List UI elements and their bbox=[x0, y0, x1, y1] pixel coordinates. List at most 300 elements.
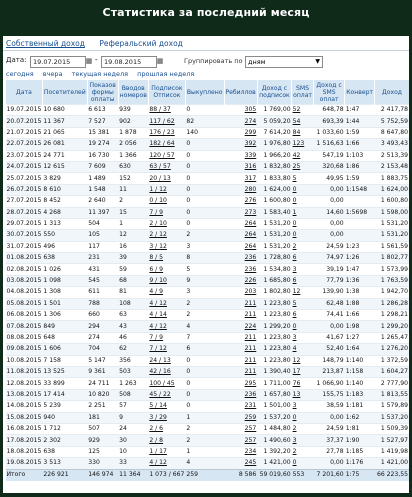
date-to-input[interactable]: 19.08.2015 bbox=[101, 56, 157, 68]
cell-subscriptions[interactable]: 4 / 12 bbox=[148, 458, 185, 469]
cell-sms-income: 0,00 bbox=[313, 184, 344, 195]
cell-subscriptions[interactable]: 1 / 12 bbox=[148, 184, 185, 195]
cell-conversion: 1:88 bbox=[345, 298, 375, 309]
cell-sms-payments[interactable]: 17 bbox=[292, 366, 314, 377]
cell-subscriptions[interactable]: 7 / 12 bbox=[148, 344, 185, 355]
table-row bbox=[6, 366, 410, 377]
cell-rebills[interactable]: 295 bbox=[224, 378, 257, 389]
cell-conversion: 1:23 bbox=[345, 241, 375, 252]
table-row bbox=[6, 264, 410, 275]
cell-subscriptions[interactable]: 117 / 62 bbox=[148, 116, 185, 127]
total-payment-forms: 146 974 bbox=[87, 469, 118, 481]
table-row bbox=[6, 230, 410, 241]
cell-subscriptions[interactable]: 20 / 13 bbox=[148, 173, 185, 184]
cell-subscription-income: 1 534,80 bbox=[257, 264, 291, 275]
cell-rebills[interactable]: 264 bbox=[224, 230, 257, 241]
col-sms-payments-header[interactable]: SMS оплат bbox=[292, 80, 314, 105]
cell-visitors: 1 098 bbox=[42, 275, 87, 286]
cell-visitors: 13 525 bbox=[42, 366, 87, 377]
cell-number-inputs: 10 bbox=[118, 446, 148, 457]
cell-sms-income: 24,59 bbox=[313, 241, 344, 252]
cell-payment-forms: 105 bbox=[87, 230, 118, 241]
cell-income: 1 419,98 bbox=[375, 446, 410, 457]
cell-rebills[interactable]: 211 bbox=[224, 366, 257, 377]
table-row bbox=[6, 116, 410, 127]
cell-visitors: 24 771 bbox=[42, 150, 87, 161]
cell-sms-payments[interactable]: 0 bbox=[292, 412, 314, 423]
cell-number-inputs: 33 bbox=[118, 458, 148, 469]
cell-sms-payments[interactable]: 6 bbox=[292, 275, 314, 286]
cell-sms-payments[interactable]: 1 bbox=[292, 207, 314, 218]
cell-rebills[interactable]: 316 bbox=[224, 161, 257, 172]
cell-rebills[interactable]: 211 bbox=[224, 344, 257, 355]
cell-rebills[interactable]: 264 bbox=[224, 241, 257, 252]
table-row bbox=[6, 435, 410, 446]
cell-redeemed: 1 bbox=[185, 412, 224, 423]
cell-rebills[interactable]: 273 bbox=[224, 207, 257, 218]
cell-payment-forms: 11 397 bbox=[87, 207, 118, 218]
cell-rebills[interactable]: 259 bbox=[224, 412, 257, 423]
cell-redeemed: 0 bbox=[185, 105, 224, 116]
cell-redeemed: 0 bbox=[185, 218, 224, 229]
cell-conversion bbox=[345, 218, 375, 229]
cell-subscription-income: 1 802,80 bbox=[257, 287, 291, 298]
cell-subscriptions[interactable]: 7 / 9 bbox=[148, 332, 185, 343]
cell-number-inputs: 503 bbox=[118, 366, 148, 377]
cell-visitors: 26 081 bbox=[42, 139, 87, 150]
cell-redeemed: 0 bbox=[185, 150, 224, 161]
cell-sms-payments[interactable]: 52 bbox=[292, 105, 314, 116]
cell-subscriptions[interactable]: 2 / 8 bbox=[148, 435, 185, 446]
cell-sms-income: 52,40 bbox=[313, 344, 344, 355]
cell-subscription-income: 1 769,00 bbox=[257, 105, 291, 116]
cell-subscriptions[interactable]: 6 / 9 bbox=[148, 264, 185, 275]
cell-rebills[interactable]: 226 bbox=[224, 275, 257, 286]
quick-link-yesterday[interactable]: вчера bbox=[42, 70, 63, 78]
cell-redeemed: 1 bbox=[185, 446, 224, 457]
cell-subscription-income: 1 223,80 bbox=[257, 332, 291, 343]
cell-income: 1 598,00 bbox=[375, 207, 410, 218]
col-rebills-header[interactable]: Ребиллов bbox=[224, 80, 257, 105]
cell-sms-income: 27,78 bbox=[313, 446, 344, 457]
table-row bbox=[6, 218, 410, 229]
cell-rebills[interactable]: 280 bbox=[224, 184, 257, 195]
col-visitors-header[interactable]: Посетителей bbox=[42, 80, 87, 105]
cell-income: 1 883,75 bbox=[375, 173, 410, 184]
cell-conversion: 1:158 bbox=[345, 366, 375, 377]
cell-sms-payments[interactable]: 12 bbox=[292, 355, 314, 366]
table-row bbox=[6, 446, 410, 457]
cell-subscriptions[interactable]: 2 / 6 bbox=[148, 423, 185, 434]
cell-sms-income: 648,78 bbox=[313, 105, 344, 116]
cell-visitors: 648 bbox=[42, 332, 87, 343]
cell-visitors: 2 302 bbox=[42, 435, 87, 446]
cell-sms-income: 39,19 bbox=[313, 264, 344, 275]
cell-subscription-income: 1 832,80 bbox=[257, 161, 291, 172]
cell-sms-income: 49,95 bbox=[313, 173, 344, 184]
table-row bbox=[6, 401, 410, 412]
cell-rebills[interactable]: 257 bbox=[224, 435, 257, 446]
table-row bbox=[6, 321, 410, 332]
col-redeemed-header[interactable]: Выкуплено bbox=[185, 80, 224, 105]
cell-sms-income: 0,00 bbox=[313, 321, 344, 332]
cell-rebills[interactable]: 305 bbox=[224, 105, 257, 116]
cell-sms-payments[interactable]: 0 bbox=[292, 458, 314, 469]
col-income-header[interactable]: Доход bbox=[375, 80, 410, 105]
cell-number-inputs: 39 bbox=[118, 253, 148, 264]
cell-date: 20.07.2015 bbox=[6, 116, 43, 127]
table-row bbox=[6, 458, 410, 469]
cell-payment-forms: 7 527 bbox=[87, 116, 118, 127]
cell-subscriptions[interactable]: 3 / 12 bbox=[148, 241, 185, 252]
cell-income: 1 527,97 bbox=[375, 435, 410, 446]
cell-sms-payments[interactable]: 2 bbox=[292, 241, 314, 252]
quick-link-last-week[interactable]: прошлая неделя bbox=[137, 70, 195, 78]
cell-sms-payments[interactable]: 12 bbox=[292, 287, 314, 298]
cell-sms-income: 74,97 bbox=[313, 253, 344, 264]
cell-date: 23.07.2015 bbox=[6, 150, 43, 161]
cell-sms-payments[interactable]: 2 bbox=[292, 446, 314, 457]
cell-sms-income: 1 516,63 bbox=[313, 139, 344, 150]
cell-rebills[interactable]: 264 bbox=[224, 218, 257, 229]
cell-rebills[interactable]: 211 bbox=[224, 355, 257, 366]
cell-subscription-income: 1 728,80 bbox=[257, 253, 291, 264]
cell-subscription-income: 1 390,40 bbox=[257, 366, 291, 377]
table-row bbox=[6, 344, 410, 355]
cell-conversion: 1:140 bbox=[345, 355, 375, 366]
cell-sms-payments[interactable]: 4 bbox=[292, 344, 314, 355]
cell-sms-payments[interactable]: 42 bbox=[292, 150, 314, 161]
cell-rebills[interactable]: 317 bbox=[224, 173, 257, 184]
cell-sms-income: 148,79 bbox=[313, 355, 344, 366]
cell-subscriptions[interactable]: 1 / 17 bbox=[148, 446, 185, 457]
cell-date: 01.08.2015 bbox=[6, 253, 43, 264]
cell-income: 1 299,20 bbox=[375, 321, 410, 332]
cell-subscriptions[interactable]: 2 / 12 bbox=[148, 230, 185, 241]
cell-number-inputs: 46 bbox=[118, 332, 148, 343]
cell-payment-forms: 5 147 bbox=[87, 355, 118, 366]
cell-sms-income: 0,00 bbox=[313, 230, 344, 241]
cell-redeemed: 140 bbox=[185, 127, 224, 138]
cell-subscriptions[interactable]: 5 / 14 bbox=[148, 401, 185, 412]
total-visitors: 226 921 bbox=[42, 469, 87, 481]
cell-redeemed: 0 bbox=[185, 355, 224, 366]
table-row bbox=[6, 150, 410, 161]
cell-visitors: 1 501 bbox=[42, 298, 87, 309]
tab-referral-income[interactable]: Реферальский доход bbox=[99, 39, 183, 48]
cell-conversion: 1:59 bbox=[345, 173, 375, 184]
cell-sms-payments[interactable]: 84 bbox=[292, 127, 314, 138]
total-income: 66 223,55 bbox=[375, 469, 410, 481]
cell-payment-forms: 15 381 bbox=[87, 127, 118, 138]
total-redeemed: 259 bbox=[185, 469, 224, 481]
cell-conversion: 1:86 bbox=[345, 161, 375, 172]
cell-subscriptions[interactable]: 120 / 57 bbox=[148, 150, 185, 161]
cell-sms-payments[interactable]: 3 bbox=[292, 401, 314, 412]
cell-date: 10.08.2015 bbox=[6, 355, 43, 366]
cell-sms-payments[interactable]: 3 bbox=[292, 264, 314, 275]
cell-visitors: 496 bbox=[42, 241, 87, 252]
cell-subscriptions[interactable]: 4 / 12 bbox=[148, 298, 185, 309]
col-date-header[interactable]: Дата bbox=[6, 80, 43, 105]
cell-redeemed: 0 bbox=[185, 184, 224, 195]
cell-subscriptions[interactable]: 63 / 57 bbox=[148, 161, 185, 172]
cell-date: 21.07.2015 bbox=[6, 127, 43, 138]
cell-conversion: 1:44 bbox=[345, 116, 375, 127]
cell-subscriptions[interactable]: 24 / 13 bbox=[148, 355, 185, 366]
cell-rebills[interactable]: 392 bbox=[224, 139, 257, 150]
cell-rebills[interactable]: 257 bbox=[224, 423, 257, 434]
cell-sms-payments[interactable]: 2 bbox=[292, 423, 314, 434]
cell-number-inputs: 12 bbox=[118, 230, 148, 241]
cell-conversion: 1:5698 bbox=[345, 207, 375, 218]
cell-sms-payments[interactable]: 13 bbox=[292, 389, 314, 400]
cell-income: 1 600,80 bbox=[375, 196, 410, 207]
col-subscriptions-header[interactable]: Подписок Отписок bbox=[148, 80, 185, 105]
cell-date: 05.08.2015 bbox=[6, 298, 43, 309]
cell-date: 24.07.2015 bbox=[6, 161, 43, 172]
cell-sms-payments[interactable]: 0 bbox=[292, 321, 314, 332]
cell-subscription-income: 1 531,20 bbox=[257, 218, 291, 229]
col-number-inputs-header[interactable]: Вводов номеров bbox=[118, 80, 148, 105]
cell-visitors: 33 899 bbox=[42, 378, 87, 389]
cell-redeemed: 0 bbox=[185, 366, 224, 377]
cell-rebills[interactable]: 276 bbox=[224, 196, 257, 207]
cell-conversion: 1:66 bbox=[345, 310, 375, 321]
table-row bbox=[6, 207, 410, 218]
cell-date: 15.08.2015 bbox=[6, 412, 43, 423]
cell-sms-payments[interactable]: 0 bbox=[292, 230, 314, 241]
group-by-select[interactable] bbox=[245, 56, 323, 68]
cell-subscriptions[interactable]: 7 / 9 bbox=[148, 207, 185, 218]
col-conversion-header[interactable]: Конверт bbox=[345, 80, 375, 105]
cell-income: 1 802,77 bbox=[375, 253, 410, 264]
cell-visitors: 12 615 bbox=[42, 161, 87, 172]
cell-rebills[interactable]: 211 bbox=[224, 332, 257, 343]
cell-visitors: 4 268 bbox=[42, 207, 87, 218]
cell-subscriptions[interactable]: 4 / 12 bbox=[148, 321, 185, 332]
cell-date: 11.08.2015 bbox=[6, 366, 43, 377]
cell-conversion: 1:47 bbox=[345, 264, 375, 275]
cell-subscriptions[interactable]: 3 / 29 bbox=[148, 412, 185, 423]
cell-number-inputs: 11 bbox=[118, 184, 148, 195]
cell-rebills[interactable]: 203 bbox=[224, 287, 257, 298]
date-from-input[interactable]: 19.07.2015 bbox=[30, 56, 86, 68]
table-row bbox=[6, 253, 410, 264]
cell-income: 2 777,90 bbox=[375, 378, 410, 389]
table-row bbox=[6, 310, 410, 321]
table-row bbox=[6, 161, 410, 172]
cell-subscriptions[interactable]: 4 / 9 bbox=[148, 287, 185, 298]
table-row bbox=[6, 423, 410, 434]
table-row bbox=[6, 287, 410, 298]
calendar-icon[interactable]: ▦ bbox=[156, 57, 164, 65]
cell-redeemed: 0 bbox=[185, 389, 224, 400]
cell-subscriptions[interactable]: 182 / 64 bbox=[148, 139, 185, 150]
cell-subscriptions[interactable]: 4 / 14 bbox=[148, 310, 185, 321]
cell-sms-payments[interactable]: 3 bbox=[292, 435, 314, 446]
cell-conversion: 1:59 bbox=[345, 127, 375, 138]
cell-sms-income: 62,48 bbox=[313, 298, 344, 309]
quick-link-this-week[interactable]: текущая неделя bbox=[71, 70, 129, 78]
cell-sms-income: 320,68 bbox=[313, 161, 344, 172]
cell-rebills[interactable]: 339 bbox=[224, 150, 257, 161]
cell-date: 26.07.2015 bbox=[6, 184, 43, 195]
cell-redeemed: 2 bbox=[185, 310, 224, 321]
cell-sms-payments[interactable]: 5 bbox=[292, 173, 314, 184]
cell-sms-payments[interactable]: 54 bbox=[292, 116, 314, 127]
cell-sms-payments[interactable]: 123 bbox=[292, 139, 314, 150]
cell-subscriptions[interactable]: 176 / 23 bbox=[148, 127, 185, 138]
cell-sms-payments[interactable]: 0 bbox=[292, 218, 314, 229]
date-label: Дата: bbox=[6, 56, 27, 64]
cell-subscription-income: 1 711,00 bbox=[257, 378, 291, 389]
cell-number-inputs: 1 263 bbox=[118, 378, 148, 389]
cell-rebills[interactable]: 211 bbox=[224, 298, 257, 309]
cell-payment-forms: 929 bbox=[87, 435, 118, 446]
col-sms-income-header[interactable]: Доход с SMS оплат bbox=[313, 80, 344, 105]
cell-date: 09.08.2015 bbox=[6, 344, 43, 355]
col-payment-forms-header[interactable]: Показов формы оплаты bbox=[87, 80, 118, 105]
cell-date: 04.08.2015 bbox=[6, 287, 43, 298]
cell-subscriptions[interactable]: 100 / 45 bbox=[148, 378, 185, 389]
cell-payment-forms: 231 bbox=[87, 253, 118, 264]
cell-subscriptions[interactable]: 42 / 16 bbox=[148, 366, 185, 377]
cell-sms-payments[interactable]: 5 bbox=[292, 298, 314, 309]
cell-income: 2 513,39 bbox=[375, 150, 410, 161]
cell-date: 17.08.2015 bbox=[6, 435, 43, 446]
cell-subscription-income: 1 531,20 bbox=[257, 230, 291, 241]
cell-payment-forms: 545 bbox=[87, 275, 118, 286]
cell-date: 25.07.2015 bbox=[6, 173, 43, 184]
cell-income: 1 813,55 bbox=[375, 389, 410, 400]
cell-visitors: 1 712 bbox=[42, 423, 87, 434]
cell-rebills[interactable]: 299 bbox=[224, 127, 257, 138]
cell-date: 16.08.2015 bbox=[6, 423, 43, 434]
cell-conversion: 1:176 bbox=[345, 458, 375, 469]
cell-subscriptions[interactable]: 8 / 5 bbox=[148, 253, 185, 264]
cell-number-inputs: 2 bbox=[118, 196, 148, 207]
cell-subscription-income: 1 537,20 bbox=[257, 412, 291, 423]
cell-redeemed: 2 bbox=[185, 423, 224, 434]
cell-subscriptions[interactable]: 88 / 37 bbox=[148, 105, 185, 116]
cell-date: 08.08.2015 bbox=[6, 332, 43, 343]
cell-visitors: 8 452 bbox=[42, 196, 87, 207]
cell-income: 1 604,27 bbox=[375, 366, 410, 377]
cell-income: 2 417,78 bbox=[375, 105, 410, 116]
cell-income: 1 276,20 bbox=[375, 344, 410, 355]
cell-subscriptions[interactable]: 2 / 10 bbox=[148, 218, 185, 229]
cell-sms-payments[interactable]: 3 bbox=[292, 332, 314, 343]
cell-number-inputs: 1 366 bbox=[118, 150, 148, 161]
cell-payment-forms: 611 bbox=[87, 287, 118, 298]
table-total-row bbox=[6, 469, 410, 481]
cell-date: 13.08.2015 bbox=[6, 389, 43, 400]
col-subscription-income-header[interactable]: Доход с подписок bbox=[257, 80, 291, 105]
cell-visitors: 5 239 bbox=[42, 401, 87, 412]
cell-number-inputs: 939 bbox=[118, 105, 148, 116]
cell-subscription-income: 1 583,40 bbox=[257, 207, 291, 218]
tab-own-income[interactable]: Собственный доход bbox=[6, 39, 85, 48]
cell-subscription-income: 1 501,00 bbox=[257, 401, 291, 412]
cell-number-inputs: 24 bbox=[118, 423, 148, 434]
calendar-icon[interactable]: ▦ bbox=[85, 57, 93, 65]
cell-visitors: 638 bbox=[42, 446, 87, 457]
cell-conversion: 1:38 bbox=[345, 287, 375, 298]
cell-sms-income: 0,00 bbox=[313, 218, 344, 229]
cell-sms-income: 0,00 bbox=[313, 458, 344, 469]
cell-rebills[interactable]: 274 bbox=[224, 116, 257, 127]
quick-link-today[interactable]: сегодня bbox=[6, 70, 34, 78]
cell-conversion bbox=[345, 196, 375, 207]
cell-sms-income: 0,00 bbox=[313, 412, 344, 423]
cell-rebills[interactable]: 236 bbox=[224, 253, 257, 264]
cell-sms-income: 693,39 bbox=[313, 116, 344, 127]
cell-sms-payments[interactable]: 0 bbox=[292, 196, 314, 207]
cell-redeemed: 0 bbox=[185, 207, 224, 218]
cell-sms-income: 213,87 bbox=[313, 366, 344, 377]
cell-sms-income: 547,19 bbox=[313, 150, 344, 161]
cell-redeemed: 2 bbox=[185, 230, 224, 241]
cell-conversion: 1:62 bbox=[345, 412, 375, 423]
cell-rebills[interactable]: 236 bbox=[224, 264, 257, 275]
cell-rebills[interactable]: 236 bbox=[224, 389, 257, 400]
cell-sms-payments[interactable]: 6 bbox=[292, 310, 314, 321]
cell-income: 1 286,28 bbox=[375, 298, 410, 309]
cell-income: 1 942,70 bbox=[375, 287, 410, 298]
cell-subscriptions[interactable]: 9 / 10 bbox=[148, 275, 185, 286]
table-header-row bbox=[6, 80, 410, 105]
cell-sms-income: 74,41 bbox=[313, 310, 344, 321]
cell-number-inputs: 630 bbox=[118, 161, 148, 172]
cell-date: 12.08.2015 bbox=[6, 378, 43, 389]
total-sms-income: 7 201,60 bbox=[313, 469, 344, 481]
cell-rebills[interactable]: 234 bbox=[224, 446, 257, 457]
cell-subscription-income: 1 223,80 bbox=[257, 310, 291, 321]
cell-payment-forms: 504 bbox=[87, 218, 118, 229]
cell-date: 14.08.2015 bbox=[6, 401, 43, 412]
cell-payment-forms: 7 609 bbox=[87, 161, 118, 172]
cell-date: 28.07.2015 bbox=[6, 207, 43, 218]
cell-rebills[interactable]: 224 bbox=[224, 321, 257, 332]
cell-conversion: 1:185 bbox=[345, 446, 375, 457]
cell-sms-payments[interactable]: 76 bbox=[292, 378, 314, 389]
chevron-down-icon: ▼ bbox=[315, 58, 320, 65]
cell-visitors: 8 610 bbox=[42, 184, 87, 195]
cell-sms-income: 139,90 bbox=[313, 287, 344, 298]
table-row bbox=[6, 389, 410, 400]
page-title: Статистика за последний месяц bbox=[102, 6, 310, 19]
cell-redeemed: 0 bbox=[185, 161, 224, 172]
cell-sms-payments[interactable]: 0 bbox=[292, 184, 314, 195]
cell-rebills[interactable]: 211 bbox=[224, 310, 257, 321]
cell-rebills[interactable]: 231 bbox=[224, 401, 257, 412]
cell-payment-forms: 1 548 bbox=[87, 184, 118, 195]
cell-subscriptions[interactable]: 0 / 10 bbox=[148, 196, 185, 207]
cell-sms-payments[interactable]: 25 bbox=[292, 161, 314, 172]
cell-redeemed: 4 bbox=[185, 321, 224, 332]
cell-payment-forms: 2 640 bbox=[87, 196, 118, 207]
table-row bbox=[6, 139, 410, 150]
cell-sms-payments[interactable]: 6 bbox=[292, 253, 314, 264]
cell-rebills[interactable]: 245 bbox=[224, 458, 257, 469]
cell-income: 1 579,89 bbox=[375, 401, 410, 412]
cell-subscription-income: 1 484,80 bbox=[257, 423, 291, 434]
cell-subscriptions[interactable]: 45 / 22 bbox=[148, 389, 185, 400]
total-subscriptions: 1 073 / 667 bbox=[148, 469, 185, 481]
cell-conversion: 1:64 bbox=[345, 344, 375, 355]
cell-number-inputs: 9 bbox=[118, 412, 148, 423]
